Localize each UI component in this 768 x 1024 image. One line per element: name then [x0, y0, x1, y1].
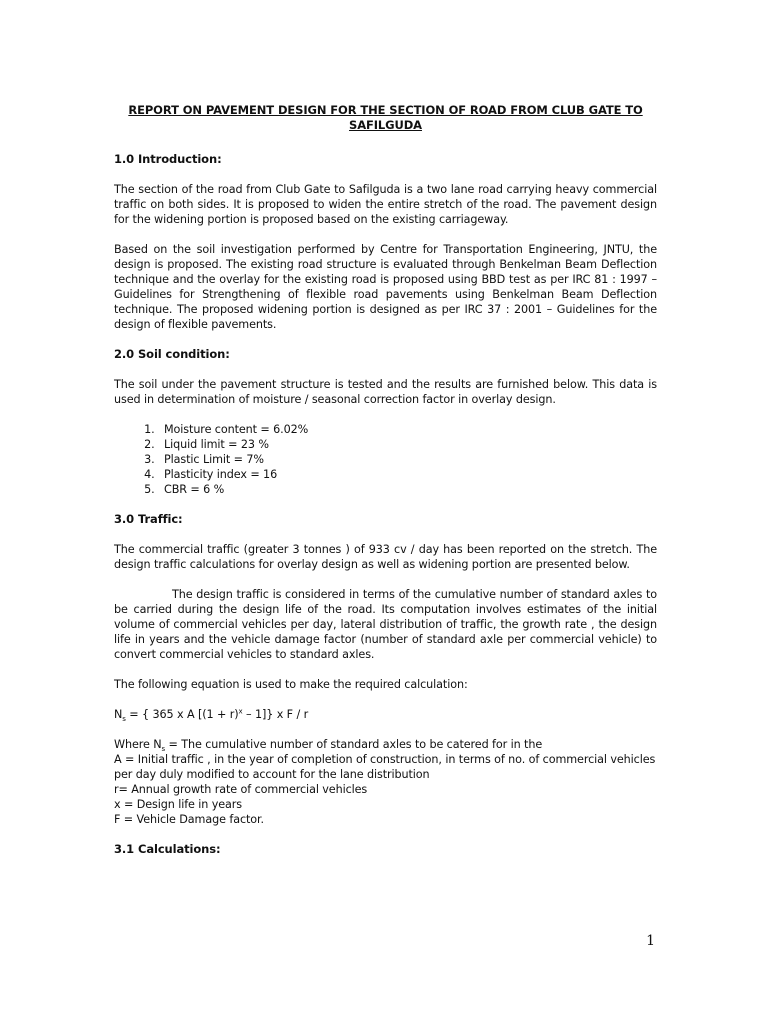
traffic-paragraph-3: The following equation is used to make the required calculation:	[114, 678, 468, 691]
equation-definitions	[114, 737, 657, 827]
list-item: 4. Plasticity index = 16	[158, 467, 657, 482]
intro-paragraph-1: The section of the road from Club Gate to Safilguda is a two lane road carrying heavy commercial traffic on both sides. It is proposed to widen the entire stretch of the road. The pavement design for the widening portion is proposed based on the existing carriageway.	[114, 183, 657, 226]
soil-properties-list	[114, 422, 657, 497]
definition-x: x = Design life in years	[114, 798, 243, 811]
document-body	[114, 103, 657, 872]
intro-paragraph-2: Based on the soil investigation performed by Centre for Transportation Engineering, JNTU, the design is proposed. The existing road structure is evaluated through Benkelman Beam Deflection technique and the overlay for the existing road is proposed using BBD test as per IRC 81 : 1997 – Guidelines for Strengthening of flexible road pavements using Benkelman Beam Deflection technique. The proposed widening portion is designed as per IRC 37 : 2001 – Guidelines for the design of flexible pavements.	[114, 243, 657, 331]
equation-subscript: s	[122, 715, 126, 724]
soil-paragraph: The soil under the pavement structure is tested and the results are furnished below. This data is used in determination of moisture / seasonal correction factor in overlay design.	[114, 378, 657, 406]
list-item: 5. CBR = 6 %	[158, 482, 657, 497]
definition-ns-prefix: Where N	[114, 738, 162, 751]
traffic-paragraph-1: The commercial traffic (greater 3 tonnes ) of 933 cv / day has been reported on the stretch. The design traffic calculations for overlay design as well as widening portion are presented below.	[114, 543, 657, 571]
page-number: 1	[646, 933, 655, 949]
definition-f: F = Vehicle Damage factor.	[114, 813, 264, 826]
definition-ns-text: = The cumulative number of standard axles to be catered for in the	[165, 738, 543, 751]
list-item: 1. Moisture content = 6.02%	[158, 422, 657, 437]
section-heading-soil-condition: 2.0 Soil condition:	[114, 347, 230, 361]
section-heading-traffic: 3.0 Traffic:	[114, 512, 183, 526]
section-heading-introduction: 1.0 Introduction:	[114, 152, 222, 166]
report-title-line1: REPORT ON PAVEMENT DESIGN FOR THE SECTION OF ROAD FROM CLUB GATE TO	[128, 103, 643, 117]
section-heading-calculations: 3.1 Calculations:	[114, 842, 221, 856]
traffic-paragraph-2: The design traffic is considered in terms of the cumulative number of standard axles to be carried during the design life of the road. Its computation involves estimates of the initial volume of commercial vehicles per day, lateral distribution of traffic, the growth rate , the design life in years and the vehicle damage factor (number of standard axle per commercial vehicle) to convert commercial vehicles to standard axles.	[114, 588, 657, 661]
definition-a: A = Initial traffic , in the year of completion of construction, in terms of no. of commercial vehicles per day duly modified to account for the lane distribution	[114, 753, 656, 781]
equation-tail: – 1]} x F / r	[242, 708, 309, 721]
equation-exponent: x	[238, 707, 243, 716]
equation-body: = { 365 x A [(1 + r)	[125, 708, 239, 721]
equation-symbol: N	[114, 708, 123, 721]
report-title-line2: SAFILGUDA	[349, 118, 422, 132]
definition-r: r= Annual growth rate of commercial vehicles	[114, 783, 368, 796]
list-item: 3. Plastic Limit = 7%	[158, 452, 657, 467]
definition-ns-subscript: s	[161, 745, 166, 754]
cumulative-axles-equation	[114, 707, 657, 722]
definition-ns	[114, 737, 657, 752]
list-item: 2. Liquid limit = 23 %	[158, 437, 657, 452]
report-title	[114, 103, 657, 133]
